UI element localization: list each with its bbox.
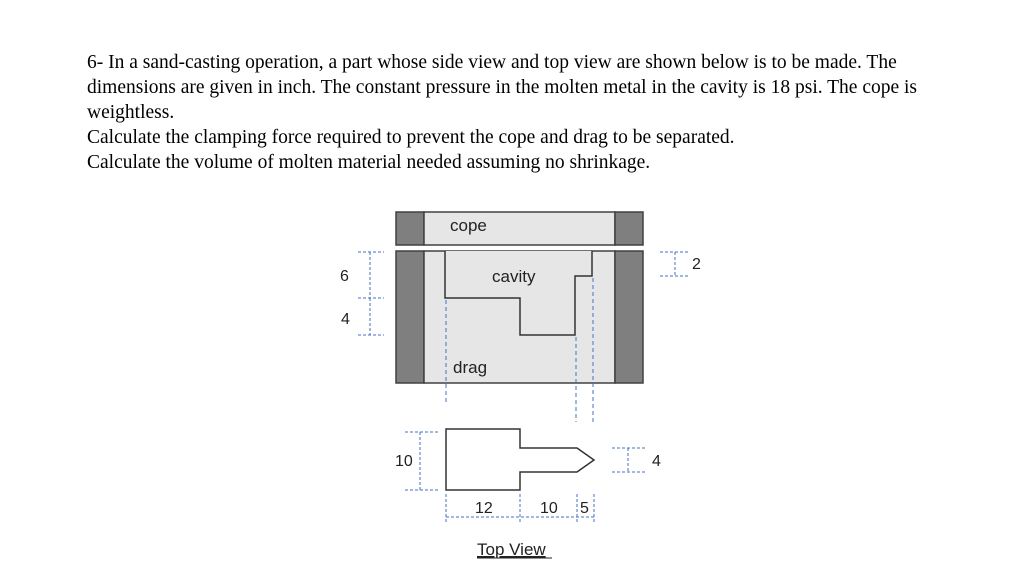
cope-flask-right bbox=[615, 212, 643, 245]
problem-task-volume: Calculate the volume of molten material needed assuming no shrinkage. bbox=[87, 152, 651, 173]
cope-label: cope bbox=[450, 216, 487, 235]
dim-top-thickness: 2 bbox=[692, 256, 701, 273]
dim-upper-height: 6 bbox=[340, 268, 349, 285]
dim-length-1: 12 bbox=[475, 500, 493, 517]
dimension-lengths bbox=[446, 494, 594, 524]
dim-lower-height: 4 bbox=[341, 311, 350, 328]
drag-label: drag bbox=[453, 358, 488, 377]
cavity-label: cavity bbox=[492, 267, 536, 286]
dim-length-3: 5 bbox=[580, 500, 589, 517]
dimension-neck-width bbox=[612, 448, 645, 472]
dim-width: 10 bbox=[395, 453, 413, 470]
dimension-left-side bbox=[358, 252, 384, 335]
top-view bbox=[395, 429, 661, 559]
drag-flask-right bbox=[615, 251, 643, 383]
drag-flask-left bbox=[396, 251, 424, 383]
dim-length-2: 10 bbox=[540, 500, 558, 517]
top-view-title: Top View bbox=[477, 540, 546, 559]
dimension-right-side bbox=[660, 252, 690, 276]
problem-task-clamping-force: Calculate the clamping force required to prevent the cope and drag to be separated. bbox=[87, 127, 735, 148]
side-view bbox=[340, 212, 701, 422]
cope-flask-left bbox=[396, 212, 424, 245]
problem-intro: 6- In a sand-casting operation, a part whose side view and top view are shown below is to be made. The dimensions are given in inch. The constant pressure in the molten metal in the cavity is 18 psi. The cope is weightless. bbox=[87, 52, 918, 123]
dim-neck-width: 4 bbox=[652, 453, 661, 470]
top-view-part-outline bbox=[446, 429, 594, 490]
